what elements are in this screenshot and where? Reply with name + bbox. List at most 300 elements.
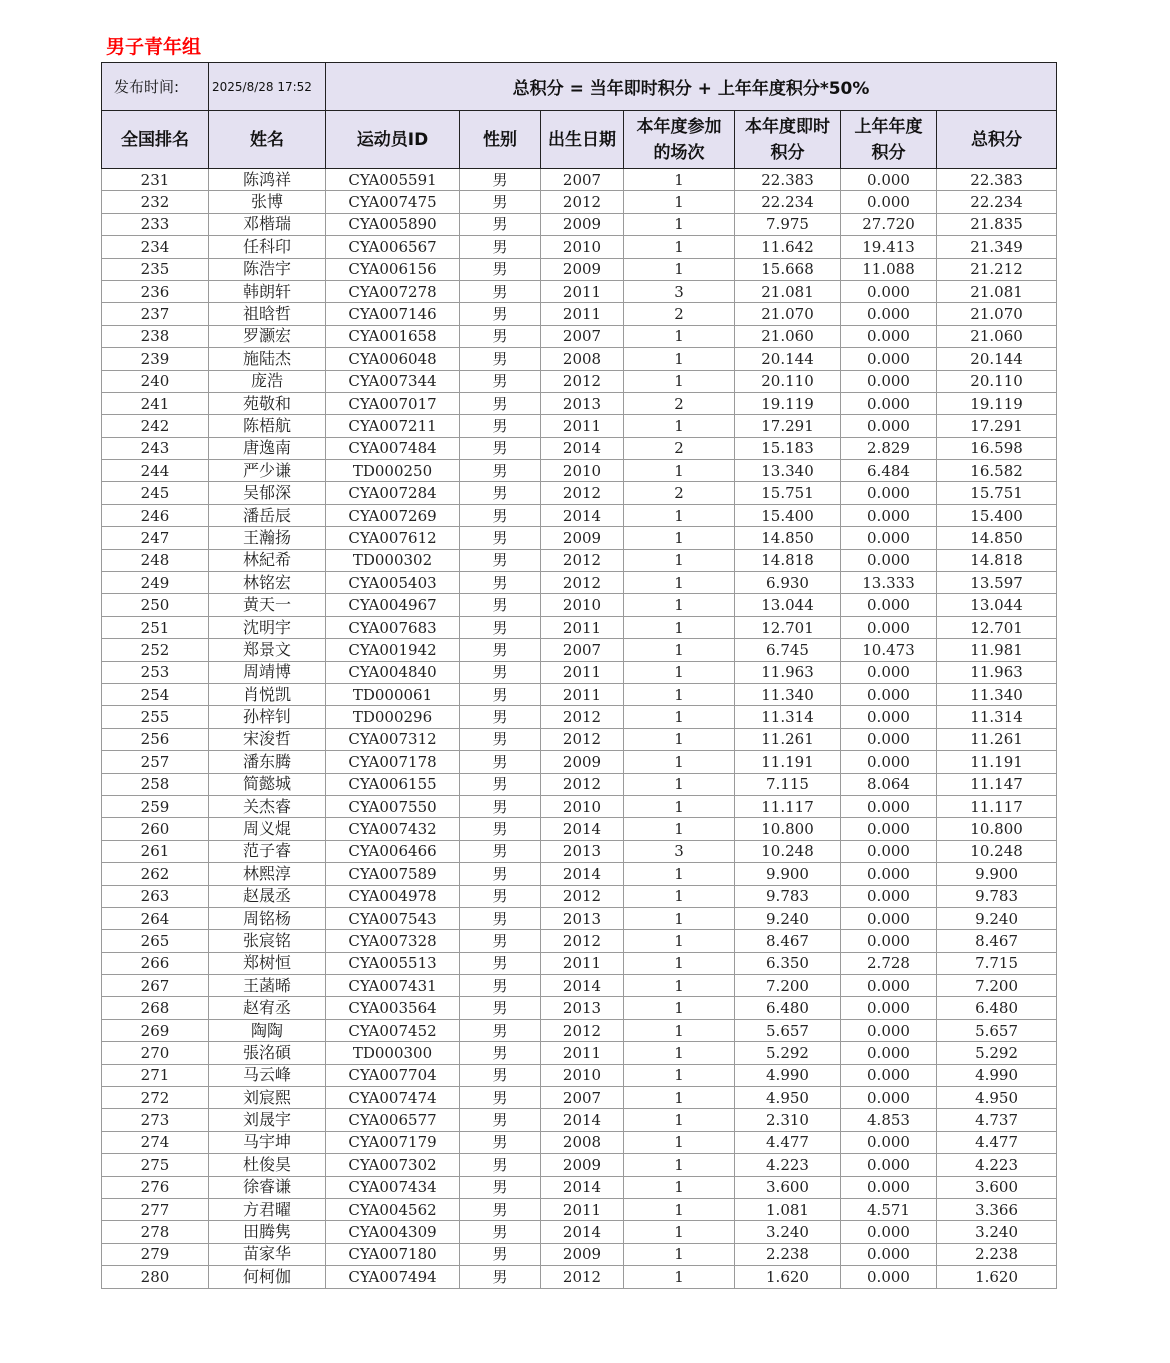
cell-birth: 2012	[541, 885, 624, 907]
cell-current-score: 20.110	[735, 370, 841, 392]
cell-name: 任科印	[209, 236, 326, 258]
cell-gender: 男	[460, 863, 541, 885]
cell-events: 1	[624, 572, 735, 594]
cell-current-score: 8.467	[735, 930, 841, 952]
cell-prev-score: 0.000	[841, 1176, 937, 1198]
cell-name: 张宸铭	[209, 930, 326, 952]
cell-rank: 279	[102, 1243, 209, 1265]
cell-birth: 2012	[541, 370, 624, 392]
header-current-score	[735, 111, 841, 169]
table-row	[102, 1042, 1057, 1064]
cell-events: 2	[624, 392, 735, 414]
table-row	[102, 392, 1057, 414]
cell-current-score: 7.975	[735, 213, 841, 235]
cell-current-score: 14.818	[735, 549, 841, 571]
cell-events: 1	[624, 751, 735, 773]
cell-name: 陶陶	[209, 1019, 326, 1041]
cell-total: 4.223	[937, 1154, 1057, 1176]
cell-current-score: 15.751	[735, 482, 841, 504]
cell-prev-score: 0.000	[841, 527, 937, 549]
cell-prev-score: 27.720	[841, 213, 937, 235]
cell-current-score: 1.620	[735, 1266, 841, 1288]
cell-total: 9.240	[937, 907, 1057, 929]
cell-birth: 2014	[541, 863, 624, 885]
header-prev-line2: 积分	[871, 142, 906, 163]
cell-events: 1	[624, 1221, 735, 1243]
table-row	[102, 1243, 1057, 1265]
table-row	[102, 975, 1057, 997]
table-row	[102, 863, 1057, 885]
cell-gender: 男	[460, 751, 541, 773]
cell-prev-score: 0.000	[841, 348, 937, 370]
table-row	[102, 280, 1057, 302]
cell-name: 孙梓钊	[209, 706, 326, 728]
table-row	[102, 482, 1057, 504]
cell-events: 1	[624, 191, 735, 213]
cell-total: 11.314	[937, 706, 1057, 728]
table-row	[102, 1198, 1057, 1220]
cell-rank: 253	[102, 661, 209, 683]
cell-current-score: 11.642	[735, 236, 841, 258]
cell-events: 1	[624, 1266, 735, 1288]
cell-name: 何柯伽	[209, 1266, 326, 1288]
cell-prev-score: 0.000	[841, 683, 937, 705]
cell-events: 1	[624, 325, 735, 347]
cell-gender: 男	[460, 997, 541, 1019]
cell-gender: 男	[460, 1109, 541, 1131]
cell-rank: 233	[102, 213, 209, 235]
cell-total: 11.261	[937, 728, 1057, 750]
cell-events: 1	[624, 795, 735, 817]
cell-total: 22.234	[937, 191, 1057, 213]
cell-rank: 263	[102, 885, 209, 907]
cell-total: 7.200	[937, 975, 1057, 997]
cell-total: 3.600	[937, 1176, 1057, 1198]
cell-rank: 257	[102, 751, 209, 773]
cell-athlete-id: CYA004978	[326, 885, 460, 907]
cell-name: 刘晟宇	[209, 1109, 326, 1131]
cell-gender: 男	[460, 639, 541, 661]
cell-rank: 256	[102, 728, 209, 750]
cell-prev-score: 4.853	[841, 1109, 937, 1131]
cell-name: 陈浩宇	[209, 258, 326, 280]
cell-prev-score: 0.000	[841, 997, 937, 1019]
cell-rank: 243	[102, 437, 209, 459]
cell-gender: 男	[460, 818, 541, 840]
cell-gender: 男	[460, 728, 541, 750]
table-row	[102, 572, 1057, 594]
header-name: 姓名	[209, 111, 326, 169]
cell-prev-score: 2.728	[841, 952, 937, 974]
cell-current-score: 9.900	[735, 863, 841, 885]
cell-total: 17.291	[937, 415, 1057, 437]
table-row	[102, 594, 1057, 616]
cell-prev-score: 0.000	[841, 1266, 937, 1288]
cell-athlete-id: TD000302	[326, 549, 460, 571]
cell-athlete-id: CYA005403	[326, 572, 460, 594]
cell-events: 1	[624, 975, 735, 997]
cell-current-score: 22.234	[735, 191, 841, 213]
cell-total: 4.737	[937, 1109, 1057, 1131]
cell-current-score: 4.950	[735, 1087, 841, 1109]
cell-rank: 238	[102, 325, 209, 347]
cell-athlete-id: CYA007211	[326, 415, 460, 437]
cell-athlete-id: CYA001658	[326, 325, 460, 347]
cell-prev-score: 0.000	[841, 661, 937, 683]
cell-birth: 2011	[541, 683, 624, 705]
header-events-line1: 本年度参加	[636, 116, 722, 137]
cell-gender: 男	[460, 482, 541, 504]
cell-rank: 237	[102, 303, 209, 325]
cell-name: 赵宥丞	[209, 997, 326, 1019]
cell-current-score: 13.044	[735, 594, 841, 616]
table-row	[102, 437, 1057, 459]
cell-prev-score: 0.000	[841, 818, 937, 840]
table-row	[102, 1087, 1057, 1109]
cell-athlete-id: CYA005513	[326, 952, 460, 974]
cell-gender: 男	[460, 280, 541, 302]
cell-rank: 272	[102, 1087, 209, 1109]
cell-athlete-id: CYA004840	[326, 661, 460, 683]
cell-current-score: 7.200	[735, 975, 841, 997]
cell-rank: 275	[102, 1154, 209, 1176]
cell-total: 16.598	[937, 437, 1057, 459]
cell-events: 1	[624, 169, 735, 191]
cell-athlete-id: CYA007178	[326, 751, 460, 773]
cell-prev-score: 0.000	[841, 616, 937, 638]
cell-prev-score: 0.000	[841, 885, 937, 907]
table-row	[102, 527, 1057, 549]
cell-gender: 男	[460, 773, 541, 795]
cell-name: 周靖博	[209, 661, 326, 683]
cell-rank: 267	[102, 975, 209, 997]
table-row	[102, 930, 1057, 952]
table-row	[102, 795, 1057, 817]
cell-athlete-id: CYA007434	[326, 1176, 460, 1198]
cell-name: 罗灏宏	[209, 325, 326, 347]
cell-prev-score: 13.333	[841, 572, 937, 594]
cell-events: 2	[624, 482, 735, 504]
cell-name: 刘宸熙	[209, 1087, 326, 1109]
cell-events: 1	[624, 907, 735, 929]
cell-name: 唐逸南	[209, 437, 326, 459]
cell-gender: 男	[460, 1243, 541, 1265]
cell-rank: 273	[102, 1109, 209, 1131]
cell-total: 11.340	[937, 683, 1057, 705]
cell-events: 1	[624, 952, 735, 974]
cell-athlete-id: TD000300	[326, 1042, 460, 1064]
cell-events: 1	[624, 1243, 735, 1265]
cell-athlete-id: CYA007344	[326, 370, 460, 392]
header-rank: 全国排名	[102, 111, 209, 169]
cell-current-score: 21.060	[735, 325, 841, 347]
cell-events: 1	[624, 818, 735, 840]
table-row	[102, 213, 1057, 235]
cell-rank: 255	[102, 706, 209, 728]
cell-current-score: 19.119	[735, 392, 841, 414]
cell-current-score: 11.261	[735, 728, 841, 750]
cell-gender: 男	[460, 840, 541, 862]
cell-prev-score: 0.000	[841, 504, 937, 526]
cell-gender: 男	[460, 1176, 541, 1198]
table-row	[102, 1109, 1057, 1131]
cell-current-score: 6.930	[735, 572, 841, 594]
cell-name: 王菡晞	[209, 975, 326, 997]
cell-gender: 男	[460, 191, 541, 213]
cell-events: 3	[624, 840, 735, 862]
cell-birth: 2010	[541, 795, 624, 817]
table-row	[102, 683, 1057, 705]
cell-events: 1	[624, 1198, 735, 1220]
cell-birth: 2014	[541, 437, 624, 459]
cell-name: 潘岳辰	[209, 504, 326, 526]
cell-events: 1	[624, 683, 735, 705]
cell-prev-score: 4.571	[841, 1198, 937, 1220]
cell-athlete-id: TD000296	[326, 706, 460, 728]
cell-name: 施陆杰	[209, 348, 326, 370]
cell-events: 1	[624, 639, 735, 661]
cell-birth: 2012	[541, 572, 624, 594]
cell-athlete-id: CYA007432	[326, 818, 460, 840]
cell-birth: 2011	[541, 303, 624, 325]
cell-birth: 2012	[541, 482, 624, 504]
cell-total: 9.900	[937, 863, 1057, 885]
cell-current-score: 3.240	[735, 1221, 841, 1243]
cell-gender: 男	[460, 1131, 541, 1153]
table-row	[102, 325, 1057, 347]
cell-current-score: 6.350	[735, 952, 841, 974]
cell-rank: 280	[102, 1266, 209, 1288]
cell-rank: 244	[102, 460, 209, 482]
cell-current-score: 9.783	[735, 885, 841, 907]
cell-athlete-id: CYA006155	[326, 773, 460, 795]
cell-name: 邓楷瑞	[209, 213, 326, 235]
cell-prev-score: 0.000	[841, 706, 937, 728]
cell-current-score: 2.238	[735, 1243, 841, 1265]
cell-birth: 2014	[541, 975, 624, 997]
cell-prev-score: 0.000	[841, 280, 937, 302]
cell-current-score: 6.480	[735, 997, 841, 1019]
cell-rank: 239	[102, 348, 209, 370]
cell-total: 20.110	[937, 370, 1057, 392]
cell-name: 方君曜	[209, 1198, 326, 1220]
cell-prev-score: 8.064	[841, 773, 937, 795]
cell-gender: 男	[460, 437, 541, 459]
cell-total: 11.963	[937, 661, 1057, 683]
table-row	[102, 1131, 1057, 1153]
table-row	[102, 549, 1057, 571]
cell-events: 2	[624, 437, 735, 459]
cell-rank: 240	[102, 370, 209, 392]
cell-events: 1	[624, 460, 735, 482]
cell-athlete-id: CYA004967	[326, 594, 460, 616]
cell-birth: 2007	[541, 325, 624, 347]
cell-rank: 242	[102, 415, 209, 437]
cell-prev-score: 0.000	[841, 191, 937, 213]
cell-name: 祖晗哲	[209, 303, 326, 325]
cell-total: 6.480	[937, 997, 1057, 1019]
cell-name: 吴郁深	[209, 482, 326, 504]
cell-name: 肖悦凯	[209, 683, 326, 705]
cell-gender: 男	[460, 549, 541, 571]
cell-athlete-id: CYA007550	[326, 795, 460, 817]
cell-total: 4.990	[937, 1064, 1057, 1086]
cell-athlete-id: CYA006156	[326, 258, 460, 280]
cell-gender: 男	[460, 1154, 541, 1176]
cell-current-score: 14.850	[735, 527, 841, 549]
cell-total: 22.383	[937, 169, 1057, 191]
cell-total: 21.212	[937, 258, 1057, 280]
cell-athlete-id: CYA007704	[326, 1064, 460, 1086]
cell-name: 宋浚哲	[209, 728, 326, 750]
cell-birth: 2012	[541, 728, 624, 750]
cell-prev-score: 0.000	[841, 169, 937, 191]
cell-birth: 2012	[541, 191, 624, 213]
cell-rank: 268	[102, 997, 209, 1019]
cell-total: 21.349	[937, 236, 1057, 258]
cell-prev-score: 0.000	[841, 482, 937, 504]
cell-birth: 2010	[541, 594, 624, 616]
publish-time-value: 2025/8/28 17:52	[209, 63, 326, 111]
cell-rank: 252	[102, 639, 209, 661]
cell-gender: 男	[460, 706, 541, 728]
cell-gender: 男	[460, 907, 541, 929]
cell-birth: 2012	[541, 930, 624, 952]
cell-total: 11.981	[937, 639, 1057, 661]
cell-current-score: 9.240	[735, 907, 841, 929]
cell-total: 9.783	[937, 885, 1057, 907]
cell-gender: 男	[460, 952, 541, 974]
cell-birth: 2012	[541, 773, 624, 795]
cell-current-score: 13.340	[735, 460, 841, 482]
cell-events: 1	[624, 885, 735, 907]
cell-birth: 2009	[541, 527, 624, 549]
cell-rank: 276	[102, 1176, 209, 1198]
cell-birth: 2014	[541, 504, 624, 526]
cell-events: 1	[624, 594, 735, 616]
cell-rank: 254	[102, 683, 209, 705]
cell-athlete-id: CYA007284	[326, 482, 460, 504]
cell-birth: 2009	[541, 1243, 624, 1265]
cell-rank: 262	[102, 863, 209, 885]
cell-current-score: 4.990	[735, 1064, 841, 1086]
table-row	[102, 460, 1057, 482]
cell-gender: 男	[460, 392, 541, 414]
cell-gender: 男	[460, 1087, 541, 1109]
cell-gender: 男	[460, 1064, 541, 1086]
cell-events: 3	[624, 280, 735, 302]
cell-athlete-id: CYA006466	[326, 840, 460, 862]
cell-name: 马宇坤	[209, 1131, 326, 1153]
header-current-line1: 本年度即时	[745, 116, 830, 137]
cell-events: 1	[624, 863, 735, 885]
cell-rank: 248	[102, 549, 209, 571]
cell-total: 15.400	[937, 504, 1057, 526]
table-row	[102, 1154, 1057, 1176]
cell-athlete-id: CYA006048	[326, 348, 460, 370]
cell-current-score: 11.191	[735, 751, 841, 773]
header-row	[102, 111, 1057, 169]
cell-total: 19.119	[937, 392, 1057, 414]
header-events	[624, 111, 735, 169]
cell-athlete-id: CYA007543	[326, 907, 460, 929]
cell-prev-score: 0.000	[841, 1064, 937, 1086]
cell-events: 2	[624, 303, 735, 325]
cell-gender: 男	[460, 930, 541, 952]
cell-gender: 男	[460, 572, 541, 594]
cell-birth: 2009	[541, 751, 624, 773]
table-row	[102, 751, 1057, 773]
cell-name: 马云峰	[209, 1064, 326, 1086]
table-row	[102, 1221, 1057, 1243]
cell-athlete-id: CYA007017	[326, 392, 460, 414]
table-row	[102, 236, 1057, 258]
cell-current-score: 7.115	[735, 773, 841, 795]
cell-rank: 264	[102, 907, 209, 929]
cell-total: 5.292	[937, 1042, 1057, 1064]
cell-events: 1	[624, 773, 735, 795]
cell-rank: 265	[102, 930, 209, 952]
cell-total: 11.191	[937, 751, 1057, 773]
cell-gender: 男	[460, 348, 541, 370]
cell-total: 13.597	[937, 572, 1057, 594]
cell-name: 張洺碩	[209, 1042, 326, 1064]
cell-prev-score: 0.000	[841, 907, 937, 929]
cell-athlete-id: CYA006567	[326, 236, 460, 258]
cell-events: 1	[624, 1019, 735, 1041]
cell-birth: 2011	[541, 952, 624, 974]
cell-total: 1.620	[937, 1266, 1057, 1288]
cell-birth: 2007	[541, 1087, 624, 1109]
cell-total: 14.818	[937, 549, 1057, 571]
cell-events: 1	[624, 616, 735, 638]
cell-name: 简懿城	[209, 773, 326, 795]
table-row	[102, 773, 1057, 795]
cell-events: 1	[624, 258, 735, 280]
cell-name: 周义焜	[209, 818, 326, 840]
table-row	[102, 1019, 1057, 1041]
cell-rank: 247	[102, 527, 209, 549]
cell-birth: 2011	[541, 415, 624, 437]
cell-total: 3.240	[937, 1221, 1057, 1243]
cell-events: 1	[624, 370, 735, 392]
cell-birth: 2014	[541, 1176, 624, 1198]
cell-name: 关杰睿	[209, 795, 326, 817]
table-row	[102, 303, 1057, 325]
cell-athlete-id: CYA005890	[326, 213, 460, 235]
cell-prev-score: 0.000	[841, 392, 937, 414]
cell-prev-score: 0.000	[841, 795, 937, 817]
cell-athlete-id: CYA006577	[326, 1109, 460, 1131]
cell-total: 4.950	[937, 1087, 1057, 1109]
ranking-table	[101, 62, 1057, 1289]
cell-prev-score: 0.000	[841, 370, 937, 392]
cell-total: 13.044	[937, 594, 1057, 616]
cell-total: 11.147	[937, 773, 1057, 795]
cell-name: 赵晟丞	[209, 885, 326, 907]
cell-birth: 2011	[541, 1042, 624, 1064]
cell-athlete-id: CYA007452	[326, 1019, 460, 1041]
header-athlete-id: 运动员ID	[326, 111, 460, 169]
header-birth: 出生日期	[541, 111, 624, 169]
cell-athlete-id: CYA007612	[326, 527, 460, 549]
cell-prev-score: 0.000	[841, 863, 937, 885]
table-row	[102, 952, 1057, 974]
cell-rank: 258	[102, 773, 209, 795]
cell-athlete-id: CYA007278	[326, 280, 460, 302]
cell-events: 1	[624, 348, 735, 370]
cell-rank: 260	[102, 818, 209, 840]
